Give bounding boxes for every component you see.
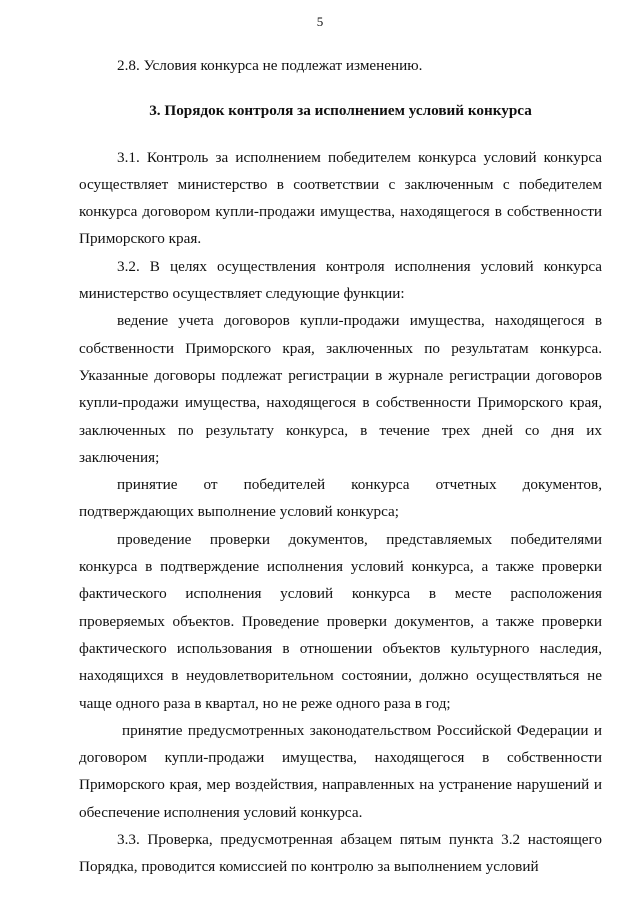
paragraph-3-3: 3.3. Проверка, предусмотренная абзацем пятым пункта 3.2 настоящего Порядка, проводится комиссией по контролю за выполнением условий [79, 831, 602, 876]
paragraph-3-2: 3.2. В целях осуществления контроля исполнения условий конкурса министерство осуществляет следующие функции: [79, 257, 602, 303]
paragraph-function-inspection: проведение проверки документов, представляемых победителями конкурса в подтверждение исполнения условий конкурса, а также проверки фактического исполнения условий конкурса в месте расположения проверяемых объектов. Проведение проверки документов, а также проверки фактического использования в отношении объектов культурного наследия, находящихся в неудовлетворительном состоянии, должно осуществляться не чаще одного раза в квартал, но не реже одного раза в год; [79, 530, 602, 712]
paragraph-function-registry: ведение учета договоров купли-продажи имущества, находящегося в собственности Приморского края, заключенных по результатам конкурса. Указанные договоры подлежат регистрации в журнале регистрации договоров купли-продажи имущества, находящегося в собственности Приморского края, заключенных по результату конкурса, в течение трех дней со дня их заключения; [79, 312, 602, 466]
paragraph-3-1: 3.1. Контроль за исполнением победителем конкурса условий конкурса осуществляет министерство в соответствии с заключенным с победителем конкурса договором купли-продажи имущества, находящегося в собственности Приморского края. [79, 148, 602, 248]
paragraph-function-measures: принятие предусмотренных законодательством Российской Федерации и договором купли-продажи имущества, находящегося в собственности Приморского края, мер воздействия, направленных на устранение нарушений и обеспечение исполнения условий конкурса. [79, 721, 602, 821]
document-body [79, 52, 602, 881]
paragraph-function-reports: принятие от победителей конкурса отчетных документов, подтверждающих выполнение условий конкурса; [79, 476, 602, 521]
section-3-heading: 3. Порядок контроля за исполнением условий конкурса [149, 102, 532, 120]
paragraph-2-8: 2.8. Условия конкурса не подлежат изменению. [117, 57, 423, 74]
page-number: 5 [316, 14, 324, 29]
